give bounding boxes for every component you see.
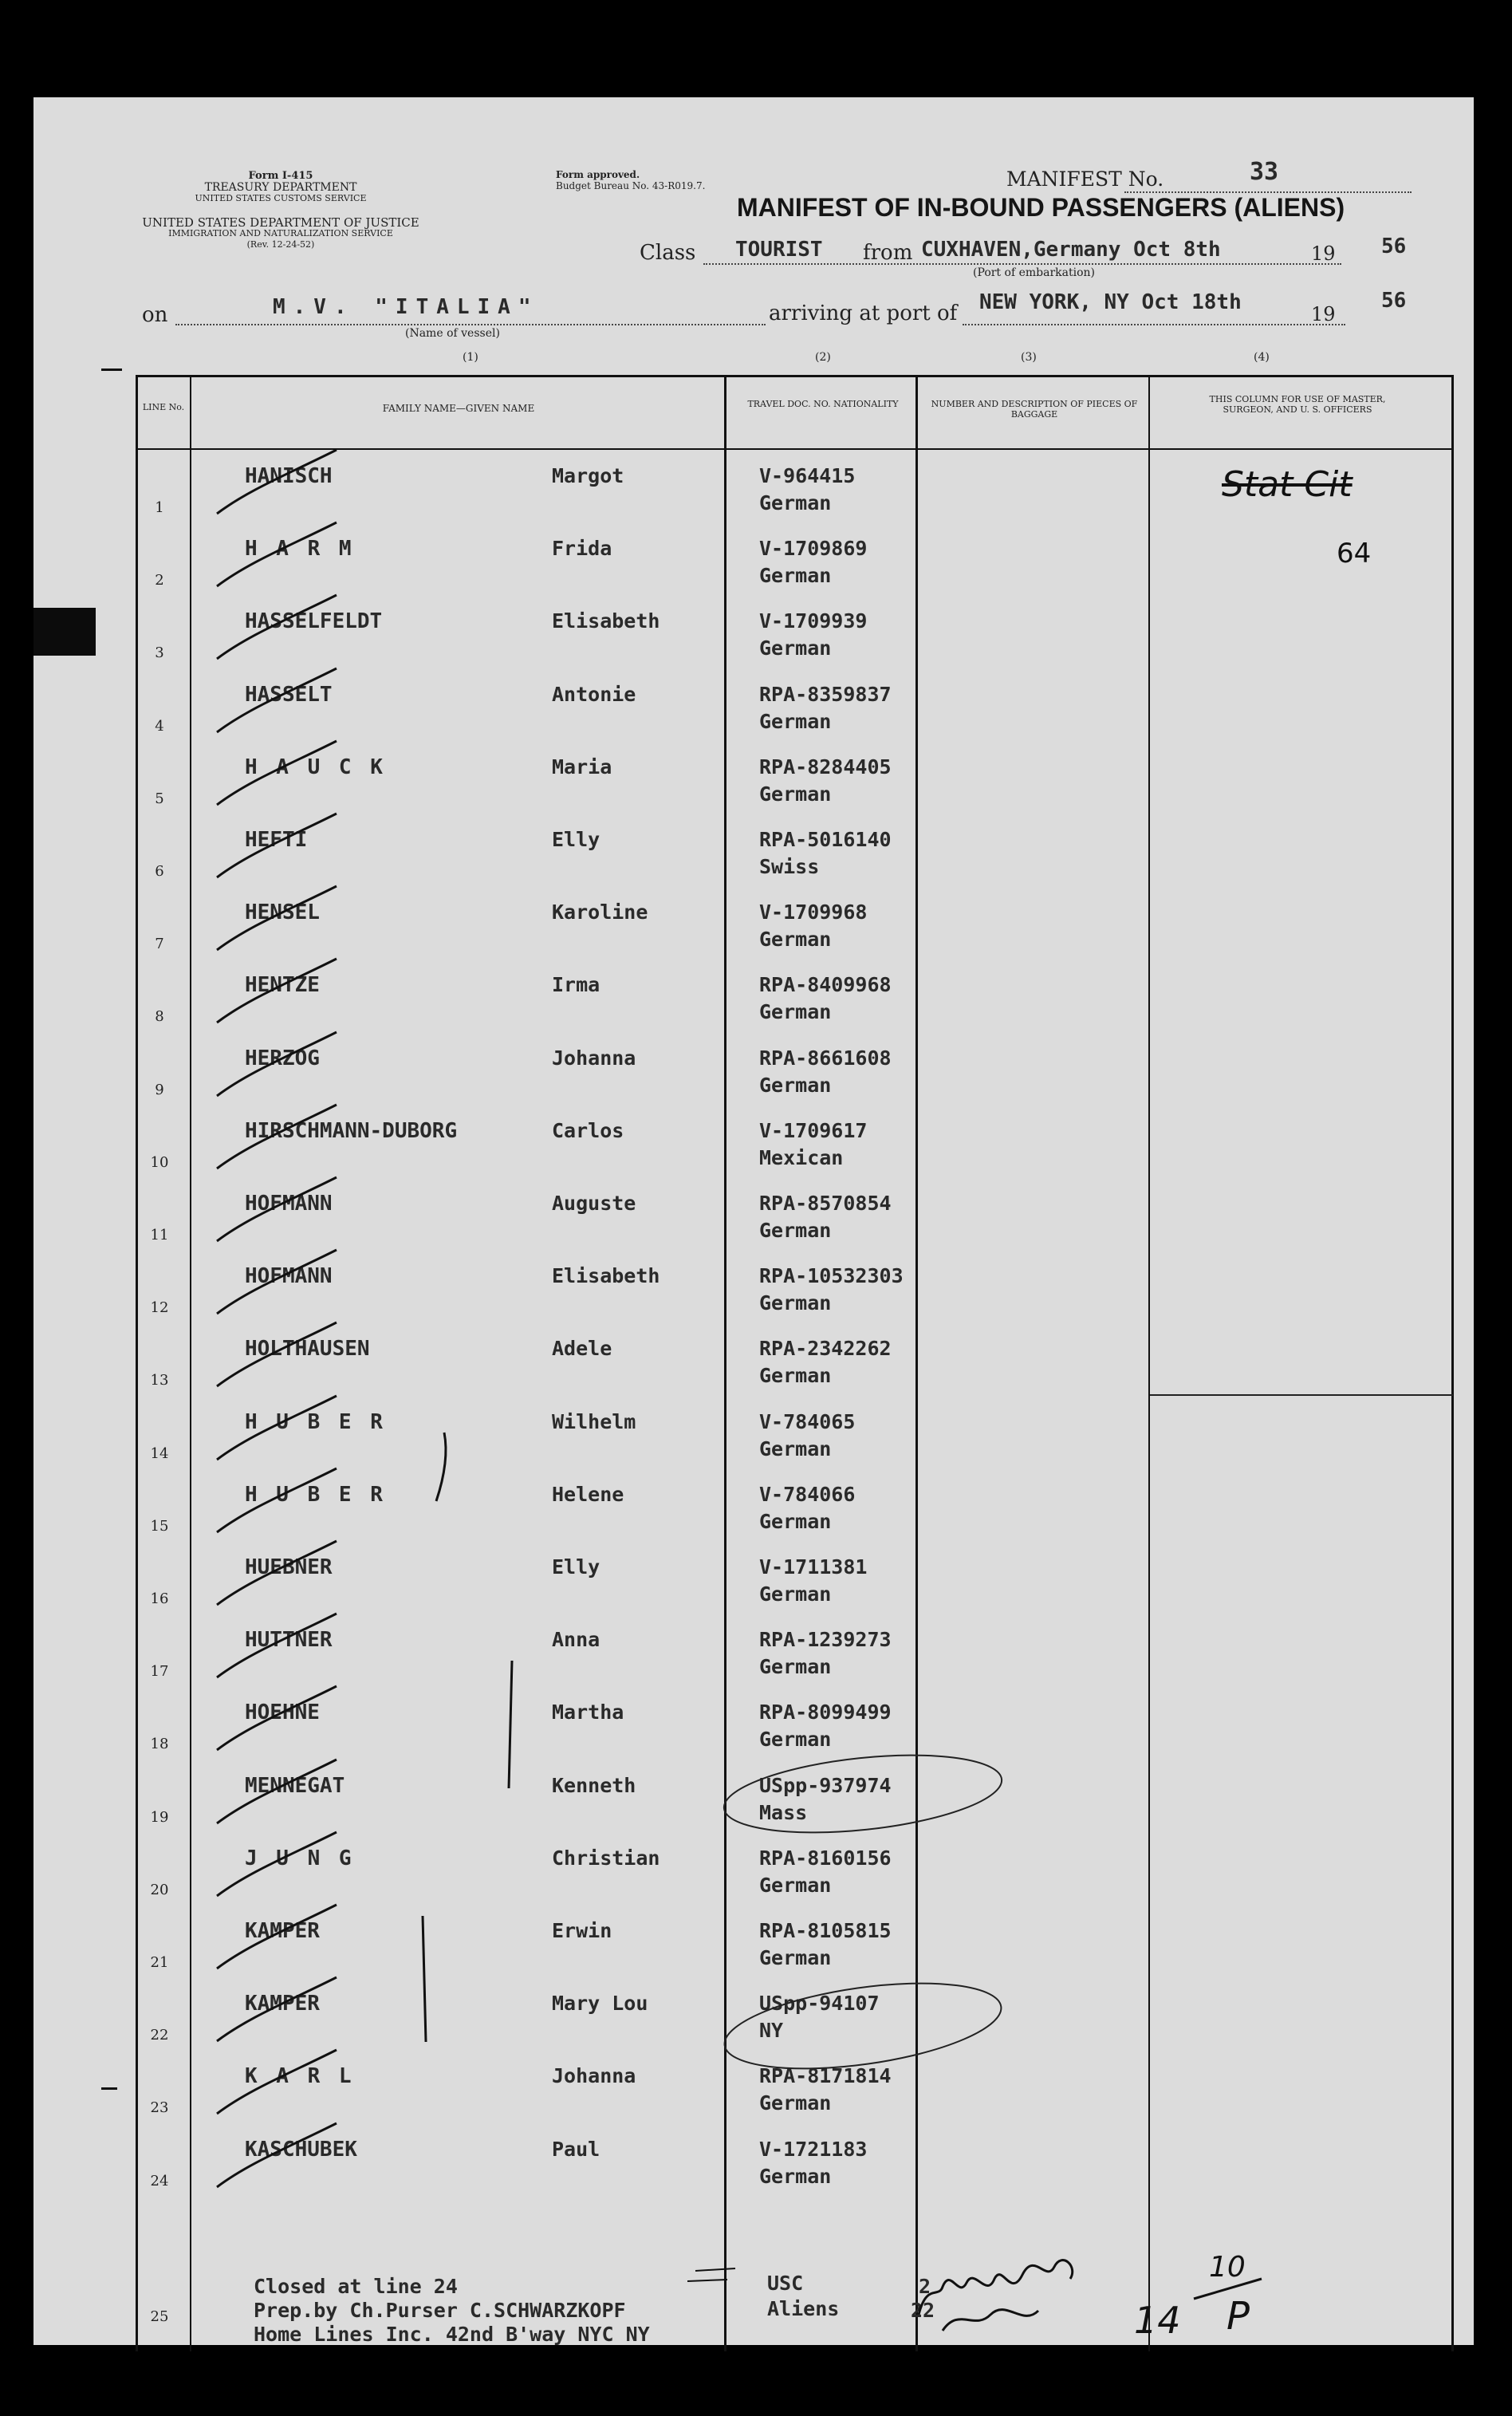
col-num-1: (1) [463,351,478,364]
line-number: 20 [150,1881,169,1898]
travel-doc-number: RPA-8099499 [759,1701,892,1724]
col-header-baggage: NUMBER AND DESCRIPTION OF PIECES OF BAGGAGE [931,399,1138,420]
family-name: HOEHNE [245,1701,320,1725]
manifest-title: MANIFEST OF IN-BOUND PASSENGERS (ALIENS) [737,193,1345,222]
nationality: German [759,709,832,733]
line-number: 17 [150,1663,169,1681]
nationality: German [759,1073,832,1097]
family-name: HASSELFELDT [245,609,383,634]
budget-bureau: Budget Bureau No. 43-R019.7. [556,180,706,191]
family-name: HIRSCHMANN-DUBORG [245,1118,458,1143]
nationality: German [759,2091,832,2115]
from-label: from [863,241,913,265]
line-number: 15 [150,1517,169,1535]
huber-bracket [436,1433,446,1501]
family-name: HENSEL [245,901,320,925]
nationality: German [759,1364,832,1388]
line-number: 8 [155,1008,164,1026]
officer-note-row1: Stat Cit [1222,464,1353,505]
line-number: 21 [150,1954,169,1971]
from-value: CUXHAVEN,Germany Oct 8th [921,238,1221,262]
travel-doc-number: RPA-8171814 [759,2064,892,2088]
travel-doc-number: V-1721183 [759,2137,868,2161]
given-name: Irma [552,973,600,997]
line-number: 4 [155,717,164,735]
travel-doc-number: V-784066 [759,1482,856,1506]
family-name: HANISCH [245,464,333,488]
treasury-dept: TREASURY DEPARTMENT [204,181,357,194]
arrival-port-value: NEW YORK, NY Oct 18th [979,290,1242,314]
form-approved: Form approved. [556,169,640,180]
nationality: German [759,1000,832,1024]
given-name: Maria [552,755,612,778]
nationality: NY [759,2019,784,2043]
line-number: 2 [155,572,164,589]
nationality: German [759,2164,832,2188]
family-name: H A U C K [245,755,386,779]
year-prefix-1: 19 [1311,242,1336,265]
nationality: German [759,1291,832,1315]
given-name: Margot [552,464,624,487]
travel-doc-number: RPA-5016140 [759,828,892,851]
port-embark-label: (Port of embarkation) [973,266,1095,279]
given-name: Elisabeth [552,1264,660,1288]
travel-doc-number: RPA-8570854 [759,1192,892,1215]
manifest-document [33,97,1474,2345]
travel-doc-number: RPA-8284405 [759,755,892,778]
class-label: Class [640,241,696,265]
travel-doc-number: V-1709617 [759,1118,868,1142]
nationality: German [759,928,832,952]
form-number: Form I-415 [248,170,313,182]
manifest-no-label: MANIFEST No. [1006,168,1164,191]
line-number: 5 [155,790,164,807]
given-name: Auguste [552,1192,636,1215]
given-name: Johanna [552,1046,636,1070]
family-name: HEFTI [245,828,308,852]
class-value: TOURIST [735,238,823,262]
vessel-name: M.V. "ITALIA" [273,295,539,319]
home-lines-address: Home Lines Inc. 42nd B'way NYC NY [254,2323,650,2346]
line-number: 12 [150,1299,169,1317]
mennegat-mark [509,1661,512,1788]
family-name: KAMPER [245,1992,320,2016]
customs-service: UNITED STATES CUSTOMS SERVICE [195,193,367,203]
signature-scribble-2 [943,2310,1038,2331]
line-number: 19 [150,1808,169,1826]
officer-note-row2: 64 [1337,538,1372,570]
travel-doc-number: V-1709968 [759,901,868,924]
line-number: 22 [150,2027,169,2044]
aliens-label: Aliens [767,2297,840,2320]
year-2: 56 [1381,289,1407,313]
handwriting-overlay [33,97,1474,2345]
line-number: 3 [155,644,164,662]
family-name: HERZOG [245,1046,320,1070]
line-number: 13 [150,1372,169,1389]
given-name: Wilhelm [552,1409,636,1433]
col-header-travel-doc: TRAVEL DOC. NO. NATIONALITY [747,399,899,409]
closed-at-line: Closed at line 24 [254,2275,458,2298]
uspp-circle-1 [720,1744,1005,1844]
family-name: H U B E R [245,1482,386,1507]
travel-doc-number: RPA-8661608 [759,1046,892,1070]
uspp-circle-2 [719,1969,1006,2083]
pen-dash-2 [687,2280,727,2281]
kamper-bracket [423,1916,426,2042]
family-name: HOFMANN [245,1192,333,1216]
handwritten-number: 14 [1134,2299,1181,2342]
nationality: German [759,1873,832,1897]
travel-doc-number: RPA-1239273 [759,1628,892,1652]
col-header-officers: THIS COLUMN FOR USE OF MASTER, SURGEON, AND U. S. OFFICERS [1209,394,1386,415]
revision-date: (Rev. 12-24-52) [246,239,315,250]
given-name: Erwin [552,1919,612,1942]
ins-service: IMMIGRATION AND NATURALIZATION SERVICE [168,228,393,238]
travel-doc-number: V-1711381 [759,1555,868,1578]
family-name: HASSELT [245,682,333,707]
given-name: Elisabeth [552,609,660,633]
fraction-bottom: P [1227,2294,1250,2339]
travel-doc-number: V-1709869 [759,537,868,561]
col-num-4: (4) [1254,351,1270,364]
usc-count: 2 [919,2275,931,2298]
nationality: Mass [759,1800,808,1824]
col-header-name: FAMILY NAME—GIVEN NAME [382,403,535,414]
justice-dept: UNITED STATES DEPARTMENT OF JUSTICE [142,215,419,230]
travel-doc-number: RPA-10532303 [759,1264,904,1288]
given-name: Antonie [552,682,636,706]
nationality: German [759,1946,832,1969]
nationality: German [759,637,832,660]
footer-line-number: 25 [150,2308,169,2325]
family-name: MENNEGAT [245,1773,345,1798]
travel-doc-number: RPA-8359837 [759,682,892,706]
nationality: Mexican [759,1145,844,1169]
travel-doc-number: RPA-8105815 [759,1919,892,1942]
pen-dash [695,2268,735,2271]
family-name: K A R L [245,2064,355,2089]
given-name: Karoline [552,901,648,924]
given-name: Adele [552,1337,612,1361]
nationality: German [759,1219,832,1242]
line-number: 18 [150,1736,169,1753]
line-number: 11 [150,1227,169,1243]
col-num-3: (3) [1021,351,1037,364]
nationality: German [759,782,832,806]
given-name: Helene [552,1482,624,1506]
arriving-label: arriving at port of [769,302,958,325]
nationality: German [759,491,832,514]
travel-doc-number: USpp-94107 [759,1992,880,2016]
line-number: 24 [150,2172,169,2189]
fraction-bar [1194,2279,1262,2299]
manifest-no-value: 33 [1250,158,1279,186]
fraction-top: 10 [1209,2251,1246,2284]
line-number: 1 [155,499,164,516]
family-name: HOFMANN [245,1264,333,1289]
year-1: 56 [1381,235,1407,258]
travel-doc-number: RPA-2342262 [759,1337,892,1361]
line-number: 7 [155,936,164,953]
given-name: Frida [552,537,612,561]
family-name: J U N G [245,1846,355,1870]
line-number: 14 [150,1444,169,1462]
line-number: 10 [150,1153,169,1171]
col-num-2: (2) [815,351,831,364]
nationality: Swiss [759,855,820,878]
prepared-by: Prep.by Ch.Purser C.SCHWARZKOPF [254,2299,626,2322]
on-label: on [142,303,168,327]
travel-doc-number: V-964415 [759,464,856,487]
nationality: German [759,1655,832,1679]
given-name: Christian [552,1846,660,1870]
nationality: German [759,1582,832,1606]
given-name: Mary Lou [552,1992,648,2016]
col-header-line-no: LINE No. [142,402,185,412]
nationality: German [759,1509,832,1533]
signature-scribble [919,2260,1073,2315]
aliens-count: 22 [911,2299,935,2322]
family-name: HOLTHAUSEN [245,1337,370,1362]
travel-doc-number: RPA-8409968 [759,973,892,997]
given-name: Paul [552,2137,600,2161]
given-name: Martha [552,1701,624,1724]
travel-doc-number: USpp-937974 [759,1773,892,1797]
given-name: Carlos [552,1118,624,1142]
family-name: KAMPER [245,1919,320,1943]
travel-doc-number: RPA-8160156 [759,1846,892,1870]
nationality: German [759,564,832,588]
line-number: 23 [150,2099,169,2117]
line-number: 6 [155,863,164,880]
given-name: Anna [552,1628,600,1652]
travel-doc-number: V-784065 [759,1409,856,1433]
family-name: H U B E R [245,1409,386,1434]
nationality: German [759,1437,832,1460]
family-name: H A R M [245,537,355,562]
family-name: KASCHUBEK [245,2137,357,2162]
year-prefix-2: 19 [1311,303,1336,325]
given-name: Kenneth [552,1773,636,1797]
family-name: HENTZE [245,973,320,998]
travel-doc-number: V-1709939 [759,609,868,633]
family-name: HUEBNER [245,1555,333,1579]
vessel-name-label: (Name of vessel) [405,327,500,340]
given-name: Johanna [552,2064,636,2088]
given-name: Elly [552,1555,600,1578]
usc-label: USC [767,2272,804,2295]
given-name: Elly [552,828,600,851]
family-name: HUTTNER [245,1628,333,1653]
line-number: 16 [150,1590,169,1607]
line-number: 9 [155,1081,164,1098]
nationality: German [759,1728,832,1752]
